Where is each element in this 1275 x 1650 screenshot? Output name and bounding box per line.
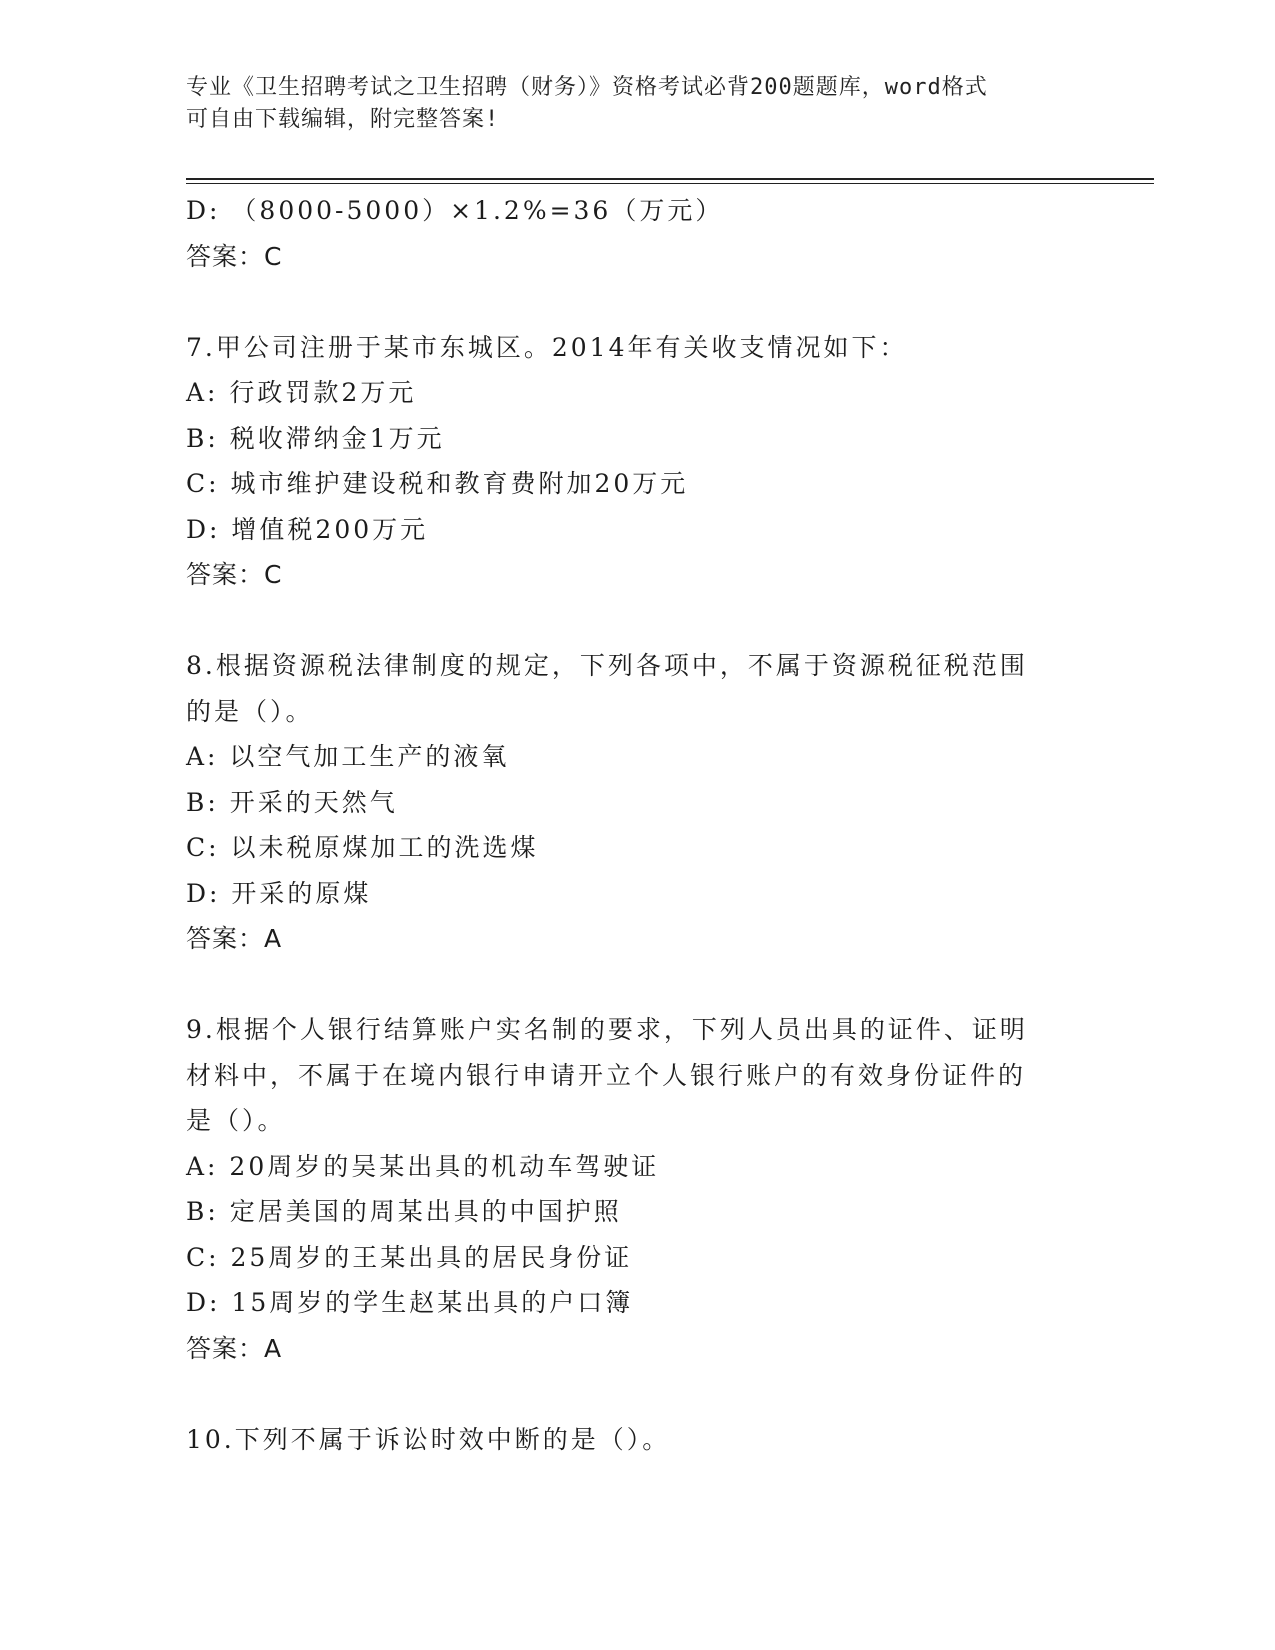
header-divider-thick	[186, 178, 1154, 180]
answer: 答案：A	[186, 924, 283, 953]
option-b: B: 开采的天然气	[186, 787, 398, 817]
option-c: C: 城市维护建设税和教育费附加20万元	[186, 469, 689, 498]
option-d: D: 增值税200万元	[186, 514, 429, 544]
question-9-text: 9.根据个人银行结算账户实名制的要求，下列人员出具的证件、证明	[186, 1015, 1028, 1044]
header-divider-thin	[186, 183, 1154, 184]
question-7-text: 7.甲公司注册于某市东城区。2014年有关收支情况如下：	[186, 332, 908, 362]
header-line-1: 专业《卫生招聘考试之卫生招聘（财务）》资格考试必背200题题库，word格式	[186, 75, 988, 100]
option-c: C: 以未税原煤加工的洗选煤	[186, 833, 539, 862]
option-c: C: 25周岁的王某出具的居民身份证	[186, 1242, 633, 1272]
question-8-text: 8.根据资源税法律制度的规定，下列各项中，不属于资源税征税范围	[186, 651, 1028, 680]
option-a: A: 20周岁的吴某出具的机动车驾驶证	[186, 1151, 660, 1181]
answer: 答案：C	[186, 560, 283, 589]
question-9-text: 是（）。	[186, 1106, 286, 1135]
header-line-2: 可自由下载编辑，附完整答案!	[186, 107, 500, 132]
question-10-text: 10.下列不属于诉讼时效中断的是（）。	[186, 1424, 671, 1454]
answer: 答案：C	[186, 241, 283, 271]
question-8-text: 的是（）。	[186, 696, 314, 726]
option-a: A: 行政罚款2万元	[186, 378, 417, 407]
document-header	[186, 72, 1076, 136]
document-body	[186, 188, 1154, 1462]
option-b: B: 税收滞纳金1万元	[186, 423, 445, 453]
option-d: D: 开采的原煤	[186, 878, 372, 908]
option-d: D: 15周岁的学生赵某出具的户口簿	[186, 1288, 634, 1317]
option-a: A: 以空气加工生产的液氧	[186, 742, 510, 771]
question-9-text: 材料中，不属于在境内银行申请开立个人银行账户的有效身份证件的	[186, 1060, 1027, 1090]
option-b: B: 定居美国的周某出具的中国护照	[186, 1197, 622, 1226]
option-d: D: （8000-5000）×1.2%=36（万元）	[186, 196, 724, 225]
answer: 答案：A	[186, 1333, 283, 1363]
